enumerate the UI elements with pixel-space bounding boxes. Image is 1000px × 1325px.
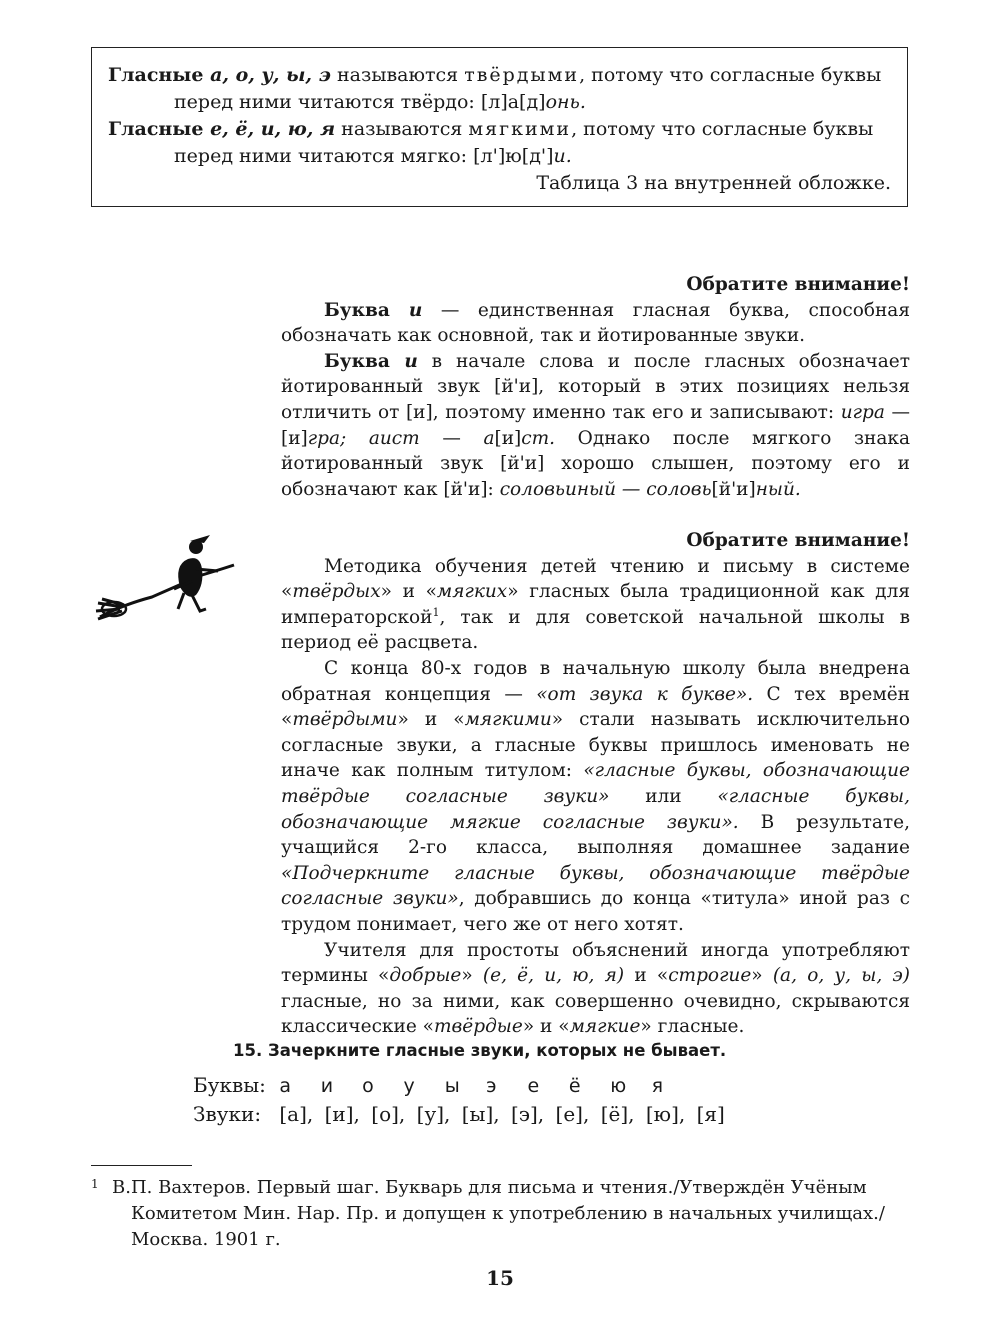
letter-item: ы: [444, 1075, 460, 1097]
note-1-heading: Обратите внимание!: [686, 274, 910, 295]
letter-item: ё: [568, 1075, 581, 1097]
letter-item: и: [320, 1075, 334, 1097]
sound-item: [ю],: [645, 1102, 686, 1126]
note-1-paragraph-2: Буква и в начале слова и после гласных обозначает йотированный звук [й'и], который в этих позициях нельзя отличить от [и], поэтому именно так его и записывают: игра — [и]гра; аист — а[и]ст. Однако после мягкого знака йотированный звук [й'и] хорошо слышен, поэтому его и обозначают как [й'и]: соловьиный — соловь[й'и]ный.: [281, 350, 911, 500]
letters-row: [193, 1073, 687, 1097]
letter-item: у: [403, 1075, 415, 1097]
letter-item: ю: [610, 1075, 627, 1097]
note-1: [281, 272, 910, 502]
rule-line-4: перед ними читаются мягко: [л']ю[д']и.: [174, 145, 572, 167]
letter-item: е: [527, 1075, 540, 1097]
rule-line-1: Гласные а, о, у, ы, э называются твёрдыми, потому что согласные буквы: [108, 64, 882, 86]
table-reference: Таблица 3 на внутренней обложке.: [536, 172, 891, 194]
letter-item: о: [362, 1075, 374, 1097]
rule-box: [91, 47, 908, 207]
footnote-line-1: В.П. Вахтеров. Первый шаг. Букварь для письма и чтения./Утверждён Учёным: [112, 1177, 867, 1198]
note-2-paragraph-2: С конца 80-х годов в начальную школу была внедрена обратная концепция — «от звука к букве». С тех времён «твёрдыми» и «мягкими» стали называть исключительно согласные звуки, а гласные буквы пришлось именовать не иначе как полным титулом: «гласные буквы, обозначающие твёрдые согласные звуки» или «гласные буквы, обозначающие мягкие согласные звуки». В результате, учащийся 2-го класса, выполняя домашнее задание «Подчеркните гласные буквы, обозначающие твёрдые согласные звуки», добравшись до конца «титула» иной раз с трудом понимает, чего же от него хотят.: [281, 657, 911, 935]
rule-line-2: перед ними читаются твёрдо: [л]а[д]онь.: [174, 91, 586, 113]
sound-item: [э],: [510, 1102, 545, 1126]
sound-item: [е],: [555, 1102, 590, 1126]
sounds-row: [193, 1102, 730, 1126]
letters-label: Буквы:: [193, 1073, 266, 1097]
footnote-line-3: Москва. 1901 г.: [131, 1229, 281, 1250]
page-number: 15: [486, 1266, 514, 1290]
witch-on-broom-illustration: [92, 525, 242, 625]
sound-item: [у],: [416, 1102, 451, 1126]
footnote-number: 1: [91, 1177, 99, 1191]
note-1-paragraph-1: Буква и — единственная гласная буква, способная обозначать как основной, так и йотированные звуки.: [281, 299, 910, 347]
note-2-paragraph-1: Методика обучения детей чтению и письму в системе «твёрдых» и «мягких» гласных была традиционной как для императорской$^1$, так и для советской начальной школы в период её расцвета.: [281, 555, 911, 654]
sound-item: [ы],: [461, 1102, 500, 1126]
sound-item: [я]: [696, 1102, 725, 1126]
sounds-label: Звуки:: [193, 1102, 262, 1126]
footnote-line-2: Комитетом Мин. Нар. Пр. и допущен к употреблению в начальных училищах./: [131, 1203, 885, 1224]
letter-item: а: [279, 1075, 292, 1097]
note-2: [281, 528, 910, 1040]
sound-item: [и],: [324, 1102, 360, 1126]
note-2-paragraph-3: Учителя для простоты объяснений иногда употребляют термины «добрые» (е, ё, и, ю, я) и «строгие» (а, о, у, ы, э) гласные, но за ними, как совершенно очевидно, скрываются классические «твёрдые» и «мягкие» гласные.: [281, 939, 911, 1038]
sound-item: [а],: [279, 1102, 314, 1126]
footnote: [91, 1175, 911, 1253]
letter-item: э: [486, 1075, 497, 1097]
note-2-heading: Обратите внимание!: [686, 530, 910, 551]
rule-line-3: Гласные е, ё, и, ю, я называются мягкими, потому что согласные буквы: [108, 118, 874, 140]
footnote-divider: [91, 1165, 192, 1166]
sound-item: [ё],: [600, 1102, 635, 1126]
letter-item: я: [651, 1075, 664, 1097]
exercise-title: 15. Зачеркните гласные звуки, которых не бывает.: [233, 1041, 727, 1060]
sound-item: [о],: [371, 1102, 406, 1126]
